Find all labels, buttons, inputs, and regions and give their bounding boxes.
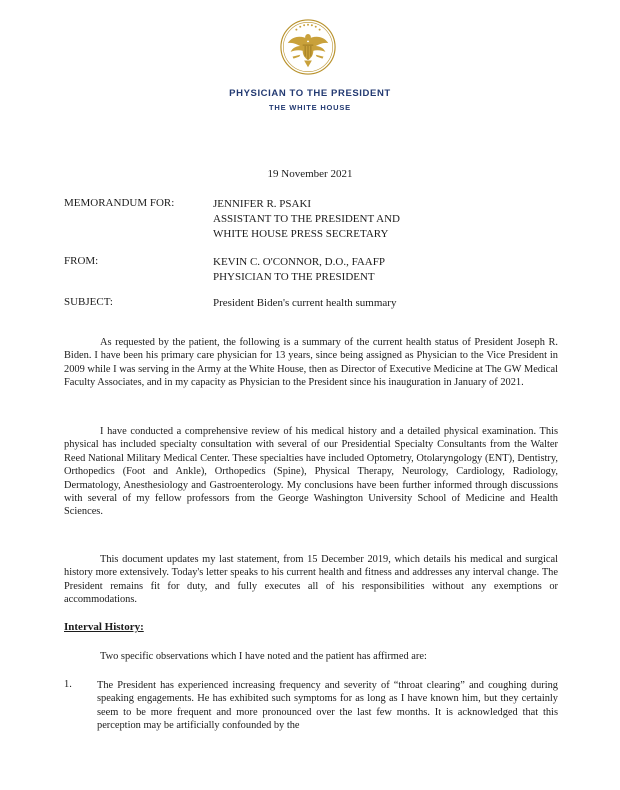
body-paragraph-2: I have conducted a comprehensive review of his medical history and a detailed physical examination. This physical has included specialty consultation with several of our Presidential Specialty Consultants from the Walter Reed National Military Medical Center. These specialties have included Optometry, Otolaryngology (ENT), Dentistry, Orthopedics (Foot and Ankle), Orthopedics (Spine), Physical Therapy, Neurology, Cardiology, Radiology, Dermatology, Anesthesiology and Gastroenterology. My conclusions have been further informed through discussions with several of my fellow professors from the George Washington University School of Medicine and Health Sciences. — [64, 426, 558, 518]
recipient-name: JENNIFER R. PSAKI — [213, 198, 312, 210]
sender-title: PHYSICIAN TO THE PRESIDENT — [213, 271, 375, 283]
memo-for-recipient — [213, 197, 400, 242]
memo-for-label: MEMORANDUM FOR: — [64, 197, 175, 209]
memo-from-sender — [213, 255, 385, 285]
interval-intro: Two specific observations which I have noted and the patient has affirmed are: — [100, 651, 427, 662]
letterhead-location: THE WHITE HOUSE — [268, 103, 351, 112]
memo-subject: President Biden's current health summary — [213, 297, 397, 309]
memo-from-label: FROM: — [64, 255, 99, 267]
letterhead-office: PHYSICIAN TO THE PRESIDENT — [229, 88, 391, 99]
recipient-title-line2: WHITE HOUSE PRESS SECRETARY — [213, 228, 389, 240]
body-paragraph-1: As requested by the patient, the following is a summary of the current health status of President Joseph R. Biden. I have been his primary care physician for 13 years, since being assigned as Physician to the Vice President in 2009 while I was serving in the Army at the White House, then as Director of Executive Medicine at The GW Medical Faculty Associates, and in my capacity as Physician to the President since his inauguration in January of 2021. — [64, 337, 558, 389]
body-paragraph-3: This document updates my last statement, from 15 December 2019, which details his medical and surgical history more extensively. Today's letter speaks to his current health and fitness and addresses any interval change. The President remains fit for duty, and fully executes all of his responsibilities without any exemptions or accommodations. — [64, 554, 558, 606]
sender-name: KEVIN C. O'CONNOR, D.O., FAAFP — [213, 256, 385, 268]
memo-date: 19 November 2021 — [267, 168, 353, 180]
presidential-seal-icon — [279, 18, 337, 76]
memo-subject-label: SUBJECT: — [64, 296, 113, 308]
recipient-title-line1: ASSISTANT TO THE PRESIDENT AND — [213, 213, 400, 225]
list-item-number: 1. — [64, 679, 72, 690]
list-item-text: The President has experienced increasing frequency and severity of “throat clearing” and coughing during speaking engagements. He has exhibited such symptoms for as long as I have known him, but they certainly seem to be more frequent and more pronounced over the last few months. It is acknowledged that this perception may be artificially confounded by the — [97, 680, 558, 732]
interval-history-heading: Interval History: — [64, 621, 144, 633]
